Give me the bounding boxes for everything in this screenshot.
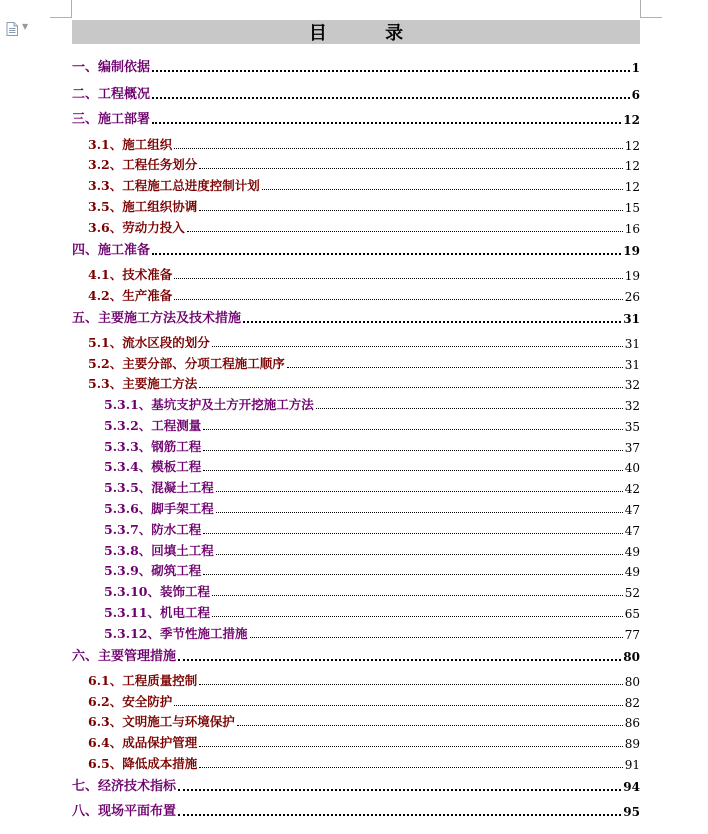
toc-entry[interactable] bbox=[88, 135, 640, 153]
margin-mark-right-vertical bbox=[640, 0, 641, 18]
toc-entry[interactable] bbox=[104, 457, 640, 475]
toc-dot-leader bbox=[287, 367, 623, 368]
toc-page-number[interactable]: 6 bbox=[631, 88, 640, 102]
toc-dot-leader bbox=[212, 616, 623, 617]
toc-entry-label[interactable]: 5.3.12、季节性施工措施 bbox=[104, 626, 248, 641]
toc-dot-leader bbox=[203, 450, 622, 451]
toc-entry[interactable] bbox=[72, 109, 640, 127]
toc-page-number[interactable]: 65 bbox=[624, 607, 640, 621]
toc-dot-leader bbox=[216, 512, 623, 513]
toc-dot-leader bbox=[152, 253, 621, 255]
toc-dot-leader bbox=[199, 746, 622, 747]
toc-entry-label[interactable]: 6.1、工程质量控制 bbox=[88, 673, 198, 688]
dropdown-caret-icon[interactable]: ▼ bbox=[22, 22, 29, 31]
toc-entry[interactable] bbox=[72, 801, 640, 819]
toc-entry-label[interactable]: 三、施工部署 bbox=[72, 112, 151, 127]
toc-entry-label[interactable]: 5.2、主要分部、分项工程施工顺序 bbox=[88, 356, 285, 371]
toc-page-number[interactable]: 42 bbox=[624, 482, 640, 496]
toc-entry[interactable] bbox=[72, 240, 640, 258]
toc-dot-leader bbox=[262, 189, 623, 190]
toc-entry[interactable] bbox=[72, 308, 640, 326]
toc-page-number[interactable]: 19 bbox=[623, 244, 640, 258]
toc-page-number[interactable]: 35 bbox=[624, 420, 640, 434]
toc-entry-label[interactable]: 七、经济技术指标 bbox=[72, 779, 177, 794]
toc-entry[interactable] bbox=[104, 416, 640, 434]
toc-page-number[interactable]: 1 bbox=[631, 61, 640, 75]
toc-dot-leader bbox=[212, 595, 623, 596]
margin-mark-left-vertical bbox=[71, 0, 72, 18]
toc-page-number[interactable]: 47 bbox=[624, 503, 640, 517]
toc-page-number[interactable]: 80 bbox=[623, 650, 640, 664]
toc-entry[interactable] bbox=[72, 646, 640, 664]
toc-page-number[interactable]: 37 bbox=[624, 441, 640, 455]
toc-entry-label[interactable]: 5.3.3、钢筋工程 bbox=[104, 439, 202, 454]
toc-dot-leader bbox=[203, 574, 622, 575]
toc-dot-leader bbox=[174, 299, 622, 300]
toc-entry-label[interactable]: 5.3.7、防水工程 bbox=[104, 522, 202, 537]
toc-dot-leader bbox=[216, 491, 623, 492]
document-icon[interactable] bbox=[6, 22, 18, 36]
toc-dot-leader bbox=[187, 231, 623, 232]
toc-title-bar bbox=[72, 20, 640, 44]
toc-entry-label[interactable]: 5.3、主要施工方法 bbox=[88, 376, 198, 391]
toc-dot-leader bbox=[178, 789, 621, 791]
toc-entry[interactable] bbox=[88, 733, 640, 751]
toc-dot-leader bbox=[152, 122, 621, 124]
toc-dot-leader bbox=[216, 554, 623, 555]
toc-entry[interactable] bbox=[72, 776, 640, 794]
toc-entry-label[interactable]: 5.3.11、机电工程 bbox=[104, 605, 210, 620]
toc-page-number[interactable]: 16 bbox=[624, 222, 640, 236]
toc-dot-leader bbox=[199, 684, 622, 685]
toc-dot-leader bbox=[203, 470, 622, 471]
toc-dot-leader bbox=[199, 168, 622, 169]
toc-entry-label[interactable]: 一、编制依据 bbox=[72, 60, 151, 75]
toc-dot-leader bbox=[174, 278, 622, 279]
toc-page-number[interactable]: 12 bbox=[624, 139, 640, 153]
toc-entry[interactable] bbox=[88, 155, 640, 173]
margin-mark-right-horizontal bbox=[640, 17, 662, 18]
toc-entry-label[interactable]: 3.2、工程任务划分 bbox=[88, 157, 198, 172]
toc-entry[interactable] bbox=[72, 57, 640, 75]
toc-entry[interactable] bbox=[104, 520, 640, 538]
toc-entry-label[interactable]: 3.3、工程施工总进度控制计划 bbox=[88, 178, 260, 193]
toc-page-number[interactable]: 47 bbox=[624, 524, 640, 538]
toc-entry[interactable] bbox=[104, 478, 640, 496]
toc-entry[interactable] bbox=[88, 176, 640, 194]
toc-entry-label[interactable]: 5.3.6、脚手架工程 bbox=[104, 501, 214, 516]
toc-page-number[interactable]: 32 bbox=[624, 399, 640, 413]
toc-entry[interactable] bbox=[88, 712, 640, 730]
toc-page-number[interactable]: 15 bbox=[624, 201, 640, 215]
toc-entry[interactable] bbox=[88, 671, 640, 689]
toc-page-number[interactable]: 77 bbox=[624, 628, 640, 642]
toc-page-number[interactable]: 12 bbox=[623, 113, 640, 127]
toc-page-number[interactable]: 31 bbox=[624, 337, 640, 351]
toc-entry-label[interactable]: 四、施工准备 bbox=[72, 243, 151, 258]
toc-dot-leader bbox=[243, 321, 621, 323]
toc-entry-label[interactable]: 5.3.10、装饰工程 bbox=[104, 584, 210, 599]
toc-dot-leader bbox=[152, 70, 630, 72]
toc-page-number[interactable]: 95 bbox=[623, 805, 640, 819]
toc-page-number[interactable]: 49 bbox=[624, 545, 640, 559]
toc-page-number[interactable]: 31 bbox=[623, 312, 640, 326]
toc-page-number[interactable]: 91 bbox=[624, 758, 640, 772]
toc-entry-label[interactable]: 二、工程概况 bbox=[72, 87, 151, 102]
toc-entry[interactable] bbox=[88, 218, 640, 236]
toc-page-number[interactable]: 32 bbox=[624, 378, 640, 392]
toc-entry-label[interactable]: 5.3.5、混凝土工程 bbox=[104, 480, 214, 495]
toc-page-number[interactable]: 31 bbox=[624, 358, 640, 372]
toc-entry[interactable] bbox=[104, 603, 640, 621]
toc-entry[interactable] bbox=[104, 395, 640, 413]
page-title: 目 录 bbox=[308, 23, 430, 44]
toc-entry[interactable] bbox=[72, 84, 640, 102]
toc-entry-label[interactable]: 5.3.2、工程测量 bbox=[104, 418, 202, 433]
toc-entry[interactable] bbox=[104, 437, 640, 455]
toc-dot-leader bbox=[237, 725, 623, 726]
toc-entry-label[interactable]: 6.4、成品保护管理 bbox=[88, 735, 198, 750]
toc-entry-label[interactable]: 3.6、劳动力投入 bbox=[88, 220, 185, 235]
toc-dot-leader bbox=[174, 705, 622, 706]
toc-dot-leader bbox=[212, 346, 623, 347]
toc-page-number[interactable]: 86 bbox=[624, 716, 640, 730]
toc-page-number[interactable]: 26 bbox=[624, 290, 640, 304]
toc-entry[interactable] bbox=[88, 197, 640, 215]
toc-page-number[interactable]: 49 bbox=[624, 565, 640, 579]
toc-entry[interactable] bbox=[88, 354, 640, 372]
toc-entry-label[interactable]: 5.3.1、基坑支护及土方开挖施工方法 bbox=[104, 397, 314, 412]
toc-dot-leader bbox=[250, 637, 623, 638]
toc-entry[interactable] bbox=[88, 333, 640, 351]
toc-dot-leader bbox=[199, 387, 622, 388]
toc-entry[interactable] bbox=[88, 754, 640, 772]
toc-entry[interactable] bbox=[104, 582, 640, 600]
toc-entry[interactable] bbox=[104, 499, 640, 517]
toc-entry-label[interactable]: 5.3.8、回填土工程 bbox=[104, 543, 214, 558]
toc-entry-label[interactable]: 3.5、施工组织协调 bbox=[88, 199, 198, 214]
toc-entry-label[interactable]: 5.3.4、模板工程 bbox=[104, 459, 202, 474]
toc-dot-leader bbox=[152, 97, 630, 99]
toc-entry[interactable] bbox=[88, 692, 640, 710]
toc-entry[interactable] bbox=[88, 374, 640, 392]
toc-entry-label[interactable]: 5.3.9、砌筑工程 bbox=[104, 563, 202, 578]
toc-entry-label[interactable]: 五、主要施工方法及技术措施 bbox=[72, 311, 242, 326]
toc-page-number[interactable]: 82 bbox=[624, 696, 640, 710]
toc-page-number[interactable]: 94 bbox=[623, 780, 640, 794]
toc-dot-leader bbox=[199, 767, 622, 768]
toc-page-number[interactable]: 19 bbox=[624, 269, 640, 283]
toc-entry-label[interactable]: 3.1、施工组织 bbox=[88, 137, 173, 152]
toc-entry[interactable] bbox=[88, 286, 640, 304]
margin-mark-left-horizontal bbox=[50, 17, 72, 18]
toc-entry-label[interactable]: 6.5、降低成本措施 bbox=[88, 756, 198, 771]
toc-page-number[interactable]: 52 bbox=[624, 586, 640, 600]
toc-entry[interactable] bbox=[104, 561, 640, 579]
toc-page-number[interactable]: 80 bbox=[624, 675, 640, 689]
toc-dot-leader bbox=[203, 429, 622, 430]
toc-dot-leader bbox=[316, 408, 623, 409]
toc-entry-label[interactable]: 6.2、安全防护 bbox=[88, 694, 173, 709]
toc-entry-label[interactable]: 八、现场平面布置 bbox=[72, 804, 177, 819]
toc-page-number[interactable]: 40 bbox=[624, 461, 640, 475]
toc-dot-leader bbox=[174, 148, 622, 149]
toc-dot-leader bbox=[178, 659, 621, 661]
toc-entry[interactable] bbox=[104, 624, 640, 642]
toc-entry[interactable] bbox=[104, 541, 640, 559]
toc-entry[interactable] bbox=[88, 265, 640, 283]
toc-entry-label[interactable]: 4.1、技术准备 bbox=[88, 267, 173, 282]
toc-dot-leader bbox=[178, 814, 621, 816]
toc-dot-leader bbox=[199, 210, 622, 211]
toc-dot-leader bbox=[203, 533, 622, 534]
toc-entry-label[interactable]: 6.3、文明施工与环境保护 bbox=[88, 714, 235, 729]
toc-entry-label[interactable]: 六、主要管理措施 bbox=[72, 649, 177, 664]
toc-entry-label[interactable]: 5.1、流水区段的划分 bbox=[88, 335, 210, 350]
toc-page-number[interactable]: 12 bbox=[624, 159, 640, 173]
toc-page-number[interactable]: 12 bbox=[624, 180, 640, 194]
toc-entry-label[interactable]: 4.2、生产准备 bbox=[88, 288, 173, 303]
toc-page-number[interactable]: 89 bbox=[624, 737, 640, 751]
